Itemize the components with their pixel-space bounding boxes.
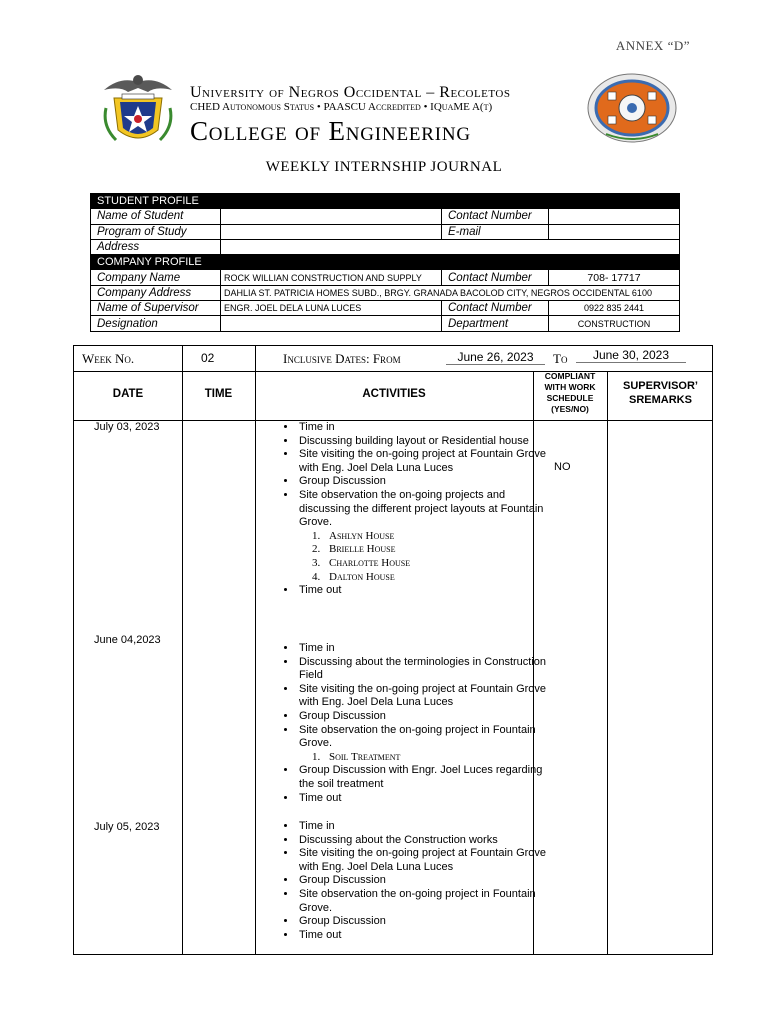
address-label: Address <box>91 239 221 254</box>
student-profile-heading: STUDENT PROFILE <box>91 194 680 209</box>
activity-text: Site observation the on-going project in Fountain Grove. <box>299 723 536 750</box>
program-label: Program of Study <box>91 224 221 239</box>
student-contact-field[interactable] <box>549 209 680 224</box>
student-contact-label: Contact Number <box>442 209 549 224</box>
company-contact-label: Contact Number <box>442 270 549 285</box>
house-list <box>299 530 547 584</box>
dates-divider <box>255 346 256 371</box>
compliant-header-line: WITH WORK <box>544 382 596 392</box>
time-activities-divider <box>255 371 256 954</box>
remarks-column-header <box>607 379 714 407</box>
week-no-value: 02 <box>201 351 215 365</box>
supervisor-contact-value: 0922 835 2441 <box>549 301 680 316</box>
supervisor-label: Name of Supervisor <box>91 301 221 316</box>
activity-item <box>297 724 547 765</box>
entry-date: June 04,2023 <box>94 634 161 646</box>
date-from-value: June 26, 2023 <box>446 350 545 365</box>
compliant-header-line: SCHEDULE <box>546 393 594 403</box>
company-name-value: ROCK WILLIAN CONSTRUCTION AND SUPPLY <box>221 270 442 285</box>
activity-item <box>297 489 547 584</box>
date-column-header: DATE <box>112 388 144 400</box>
remarks-header-line: SUPERVISOR’ <box>623 380 698 392</box>
company-contact-value: 708- 17717 <box>549 270 680 285</box>
company-name-label: Company Name <box>91 270 221 285</box>
compliant-header-line: COMPLIANT <box>544 371 596 381</box>
designation-label: Designation <box>91 316 221 331</box>
email-field[interactable] <box>549 224 680 239</box>
activity-item: • Time out <box>297 584 547 598</box>
sub-item: 3. Charlotte House <box>323 557 547 571</box>
activity-item: • Time in <box>297 820 547 834</box>
activity-item: • Group Discussion with Engr. Joel Luces regarding the soil treatment <box>297 764 547 791</box>
address-field[interactable] <box>221 239 680 254</box>
program-field[interactable] <box>221 224 442 239</box>
activity-item: • Time out <box>297 929 547 943</box>
sub-item: 2. Brielle House <box>323 543 547 557</box>
activity-item: • Time out <box>297 792 547 806</box>
inclusive-dates-label: Inclusive Dates: From <box>283 351 401 366</box>
email-label: E-mail <box>442 224 549 239</box>
sub-item: 1. Soil Treatment <box>323 751 547 765</box>
supervisor-contact-label: Contact Number <box>442 301 549 316</box>
college-engineering-logo <box>586 72 678 144</box>
supervisor-value: ENGR. JOEL DELA LUNA LUCES <box>221 301 442 316</box>
department-value: CONSTRUCTION <box>549 316 680 331</box>
journal-table <box>73 345 713 955</box>
designation-field[interactable] <box>221 316 442 331</box>
sub-list <box>299 751 547 765</box>
compliant-header-line: (YES/NO) <box>551 404 589 414</box>
activity-item: • Site visiting the on-going project at Fountain Grove with Eng. Joel Dela Luna Luces <box>297 847 547 874</box>
week-divider <box>182 346 183 371</box>
activity-item: • Site observation the on-going project in Fountain Grove. <box>297 888 547 915</box>
activity-item: • Group Discussion <box>297 915 547 929</box>
entry-compliant: NO <box>554 461 571 473</box>
entry-date: July 03, 2023 <box>94 421 160 433</box>
to-label: To <box>553 351 568 366</box>
activity-item: • Time in <box>297 421 547 435</box>
activities-column-header: ACTIVITIES <box>362 388 426 400</box>
sub-item: 4. Dalton House <box>323 571 547 585</box>
activity-item: • Discussing about the terminologies in Construction Field <box>297 656 547 683</box>
company-profile-heading: COMPANY PROFILE <box>91 255 680 270</box>
company-address-value: DAHLIA ST. PATRICIA HOMES SUBD., BRGY. GRANADA BACOLOD CITY, NEGROS OCCIDENTAL 6100 <box>221 285 680 300</box>
journal-row-divider <box>74 371 712 372</box>
company-address-label: Company Address <box>91 285 221 300</box>
compliant-remarks-divider <box>607 371 608 954</box>
profile-table <box>90 193 680 332</box>
entry-activities <box>275 642 547 805</box>
activity-item: • Group Discussion <box>297 874 547 888</box>
remarks-header-line: SREMARKS <box>629 394 692 406</box>
activity-item: • Site visiting the on-going project at Fountain Grove with Eng. Joel Dela Luna Luces <box>297 683 547 710</box>
university-seal-logo <box>96 68 180 150</box>
college-name: College of Engineering <box>190 116 471 146</box>
activity-item: • Group Discussion <box>297 710 547 724</box>
university-name: University of Negros Occidental – Recoletos <box>190 84 511 101</box>
student-name-label: Name of Student <box>91 209 221 224</box>
activity-item: • Discussing about the Construction works <box>297 834 547 848</box>
department-label: Department <box>442 316 549 331</box>
journal-title: WEEKLY INTERNSHIP JOURNAL <box>265 159 503 175</box>
activity-text: Site observation the on-going projects and discussing the different project layouts at Fountain Grove. <box>299 488 544 529</box>
compliant-column-header <box>533 371 607 415</box>
activity-item: • Discussing building layout or Residential house <box>297 435 547 449</box>
entry-activities <box>275 820 547 942</box>
entry-date: July 05, 2023 <box>94 821 160 833</box>
annex-label: ANNEX “D” <box>615 38 690 53</box>
university-status: CHED Autonomous Status • PAASCU Accredited • IQuaME A(t) <box>190 101 493 113</box>
time-column-header: TIME <box>204 388 233 400</box>
week-no-label: Week No. <box>82 351 135 366</box>
activity-item: • Site visiting the on-going project at Fountain Grove with Eng. Joel Dela Luna Luces <box>297 448 547 475</box>
sub-item: 1. Ashlyn House <box>323 530 547 544</box>
activity-item: • Time in <box>297 642 547 656</box>
entry-activities <box>275 421 547 598</box>
date-time-divider <box>182 371 183 954</box>
activity-item: • Group Discussion <box>297 475 547 489</box>
student-name-field[interactable] <box>221 209 442 224</box>
date-to-value: June 30, 2023 <box>576 348 686 363</box>
